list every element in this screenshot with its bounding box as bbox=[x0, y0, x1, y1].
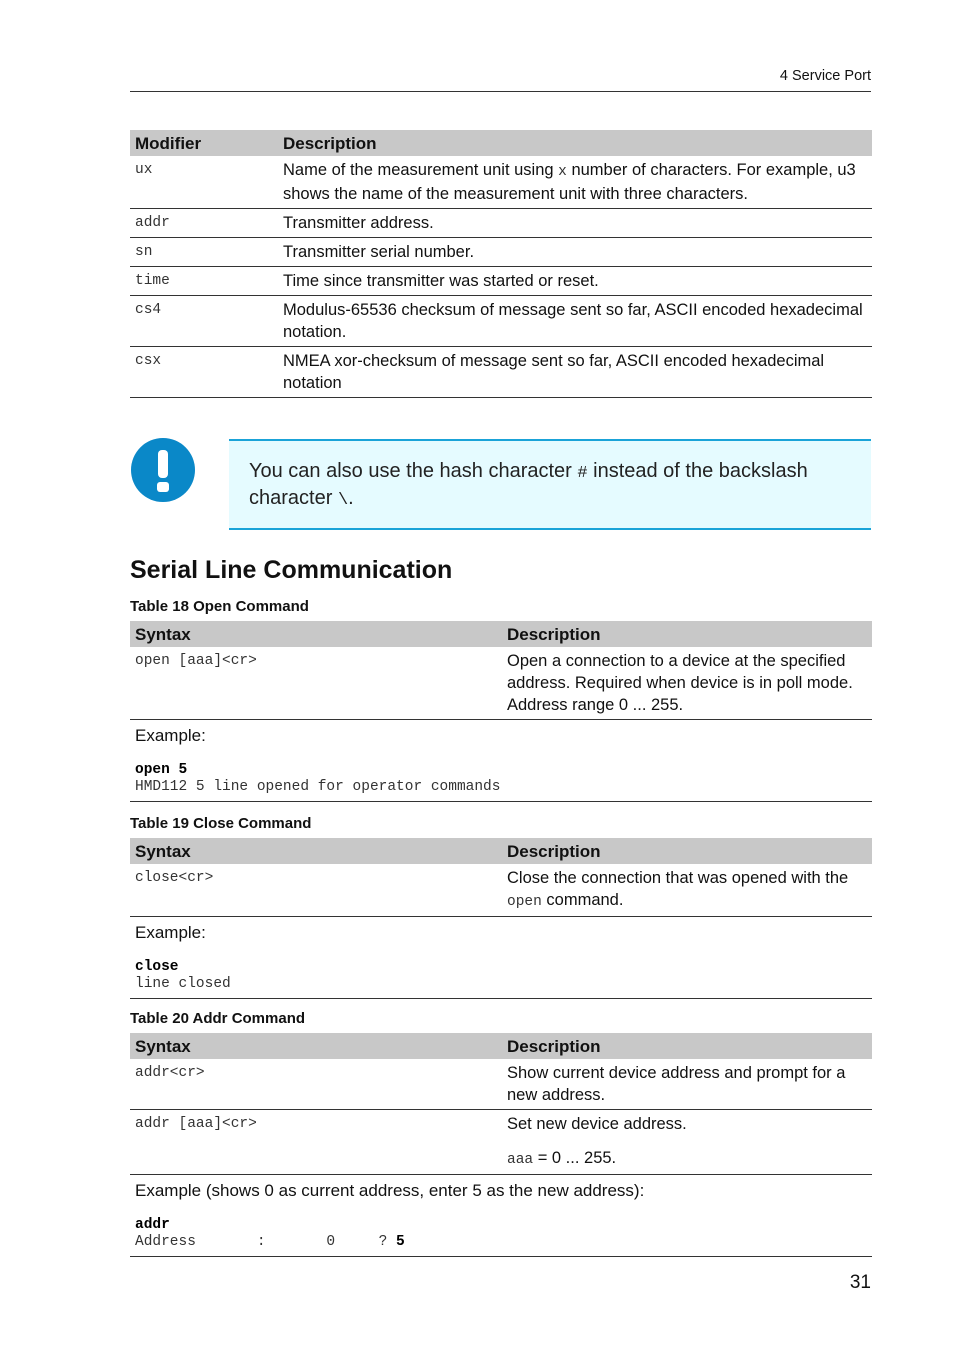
column-header: Modifier bbox=[130, 130, 278, 156]
example-row bbox=[130, 1175, 872, 1257]
addr-command-table bbox=[130, 1033, 872, 1257]
description-text: number of characters. For example, u3 shows the name of the measurement unit with three characters. bbox=[283, 161, 856, 203]
example-code bbox=[135, 959, 867, 995]
table-row bbox=[130, 347, 872, 398]
note-text: . bbox=[348, 487, 354, 509]
description-cell: NMEA xor-checksum of message sent so far, ASCII encoded hexadecimal notation bbox=[278, 347, 872, 398]
note-text: instead of the backslash character bbox=[249, 460, 808, 509]
example-label: Example (shows 0 as current address, enter 5 as the new address): bbox=[135, 1181, 645, 1200]
example-row bbox=[130, 917, 872, 999]
example-output: line closed bbox=[135, 976, 231, 992]
description-text: command. bbox=[541, 891, 624, 909]
note-box bbox=[229, 439, 871, 530]
example-code bbox=[135, 1217, 867, 1253]
note-text: You can also use the hash character bbox=[249, 460, 578, 482]
table-header-row bbox=[130, 1033, 872, 1059]
description-range bbox=[507, 1147, 867, 1171]
description-text: Set new device address. bbox=[507, 1115, 687, 1133]
column-header: Syntax bbox=[130, 621, 502, 647]
modifier-cell: cs4 bbox=[130, 296, 278, 347]
description-cell: Open a connection to a device at the specified address. Required when device is in poll mode. Address range 0 ... 255. bbox=[502, 647, 872, 720]
table-row bbox=[130, 1059, 872, 1110]
column-header: Description bbox=[502, 1033, 872, 1059]
example-cell bbox=[130, 917, 872, 999]
modifier-cell: sn bbox=[130, 238, 278, 267]
modifier-cell: csx bbox=[130, 347, 278, 398]
modifiers-table bbox=[130, 130, 872, 398]
table-header-row bbox=[130, 838, 872, 864]
modifier-cell: time bbox=[130, 267, 278, 296]
modifier-cell: addr bbox=[130, 209, 278, 238]
table-row bbox=[130, 1110, 872, 1175]
example-command: open 5 bbox=[135, 762, 188, 778]
syntax-cell: addr [aaa]<cr> bbox=[130, 1110, 502, 1175]
table-header-row bbox=[130, 130, 872, 156]
example-output: HMD112 5 line opened for operator commands bbox=[135, 779, 501, 795]
column-header: Syntax bbox=[130, 838, 502, 864]
inline-code: # bbox=[577, 464, 588, 483]
description-cell: Transmitter address. bbox=[278, 209, 872, 238]
table-row bbox=[130, 864, 872, 917]
page-header bbox=[130, 68, 871, 92]
description-text: Name of the measurement unit using bbox=[283, 161, 559, 179]
table-row bbox=[130, 647, 872, 720]
example-code bbox=[135, 762, 867, 798]
example-label: Example: bbox=[135, 923, 206, 942]
exclamation-icon bbox=[131, 438, 195, 502]
example-command: addr bbox=[135, 1217, 170, 1233]
description-cell bbox=[278, 156, 872, 209]
example-input: 5 bbox=[396, 1234, 405, 1250]
open-command-table bbox=[130, 621, 872, 802]
close-command-table bbox=[130, 838, 872, 999]
page-number: 31 bbox=[849, 1272, 871, 1293]
modifier-cell: ux bbox=[130, 156, 278, 209]
description-text: = 0 ... 255. bbox=[533, 1149, 617, 1167]
inline-code: \ bbox=[337, 491, 349, 510]
description-text: Close the connection that was opened with the bbox=[507, 869, 849, 887]
example-cell bbox=[130, 1175, 872, 1257]
table-row bbox=[130, 296, 872, 347]
column-header: Description bbox=[502, 621, 872, 647]
description-cell: Transmitter serial number. bbox=[278, 238, 872, 267]
table-caption: Table 19 Close Command bbox=[130, 815, 312, 832]
example-cell bbox=[130, 720, 872, 802]
inline-code: x bbox=[558, 164, 567, 180]
description-cell: Show current device address and prompt for a new address. bbox=[502, 1059, 872, 1110]
syntax-cell: close<cr> bbox=[130, 864, 502, 917]
description-cell: Time since transmitter was started or reset. bbox=[278, 267, 872, 296]
description-cell bbox=[502, 864, 872, 917]
table-row bbox=[130, 267, 872, 296]
description-cell: Modulus-65536 checksum of message sent so far, ASCII encoded hexadecimal notation. bbox=[278, 296, 872, 347]
syntax-cell: open [aaa]<cr> bbox=[130, 647, 502, 720]
table-caption: Table 18 Open Command bbox=[130, 598, 309, 615]
inline-code: open bbox=[507, 894, 542, 910]
description-cell bbox=[502, 1110, 872, 1175]
syntax-cell: addr<cr> bbox=[130, 1059, 502, 1110]
example-row bbox=[130, 720, 872, 802]
table-caption: Table 20 Addr Command bbox=[130, 1010, 306, 1027]
table-row bbox=[130, 238, 872, 267]
table-row bbox=[130, 209, 872, 238]
column-header: Description bbox=[502, 838, 872, 864]
inline-code: aaa bbox=[507, 1152, 534, 1168]
column-header: Description bbox=[278, 130, 872, 156]
header-section-title: 4 Service Port bbox=[779, 68, 871, 84]
table-row bbox=[130, 156, 872, 209]
example-output: Address : 0 ? bbox=[135, 1234, 397, 1250]
example-command: close bbox=[135, 959, 179, 975]
column-header: Syntax bbox=[130, 1033, 502, 1059]
table-header-row bbox=[130, 621, 872, 647]
example-label: Example: bbox=[135, 726, 206, 745]
section-title: Serial Line Communication bbox=[130, 556, 453, 584]
